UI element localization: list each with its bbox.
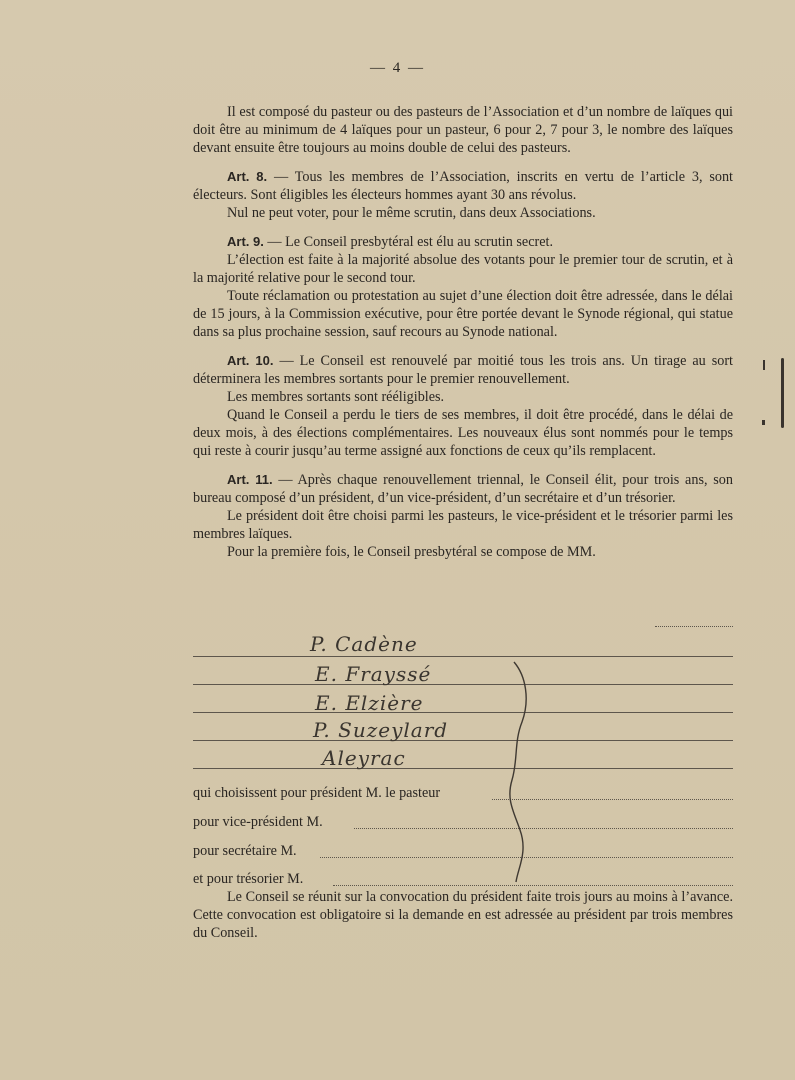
- article-10-paragraph-2: Les membres sortants sont rééligibles.: [227, 389, 445, 405]
- signature-2: E. Frayssé: [315, 662, 432, 686]
- article-11-label: Art. 11.: [227, 472, 273, 487]
- article-9-text: — Le Conseil presbytéral est élu au scrutin secret.: [263, 234, 554, 250]
- article-11-paragraph-3-text: Pour la première fois, le Conseil presbytéral se compose de MM.: [227, 544, 596, 560]
- signature-5: Aleyrac: [322, 746, 406, 770]
- secretaire-line: pour secrétaire M.: [193, 843, 297, 859]
- vice-president-line: pour vice-président M.: [193, 814, 323, 830]
- intro-paragraph: Il est composé du pasteur ou des pasteurs de l’Association et d’un nombre de laïques qui doit être au minimum de 4 laïques pour un pasteur, 6 pour 2, 7 pour 3, le nombre des laïques devant ensuite être toujours au moins double de celui des pasteurs.: [193, 104, 733, 156]
- margin-tick-2: [762, 420, 765, 425]
- article-10-label: Art. 10.: [227, 353, 274, 368]
- article-8-label: Art. 8.: [227, 169, 268, 184]
- article-8-text: — Tous les membres de l’Association, inscrits en vertu de l’article 3, sont électeurs. Sont éligibles les électeurs hommes ayant 30 ans révolus.: [193, 169, 733, 203]
- signature-3: E. Elzière: [315, 691, 424, 715]
- signature-1: P. Cadène: [310, 632, 418, 656]
- margin-tick-1: [763, 360, 765, 370]
- article-10-paragraph-3: Quand le Conseil a perdu le tiers de ses membres, il doit être procédé, dans le délai de deux mois, à des élections complémentaires. Les nouveaux élus sont nommés pour le temps qui reste à courir jusqu’au terme assigné aux fonctions de ceux qu’ils remplacent.: [193, 407, 733, 459]
- closing-paragraph: [193, 888, 733, 942]
- article-11-paragraph-2: Le président doit être choisi parmi les pasteurs, le vice-président et le trésorier parmi les membres laïques.: [193, 508, 733, 542]
- closing-text: Le Conseil se réunit sur la convocation du président faite trois jours au moins à l’avance. Cette convocation est obligatoire si la demande en est adressée au président par trois membres du Conseil.: [193, 889, 733, 941]
- signature-4: P. Suzeylard: [313, 718, 449, 742]
- article-9-paragraph-2: L’élection est faite à la majorité absolue des votants pour le premier tour de scrutin, et à la majorité relative pour le second tour.: [193, 252, 733, 286]
- article-9-paragraph-3: Toute réclamation ou protestation au sujet d’une élection doit être adressée, dans le délai de 15 jours, à la Commission exécutive, pour être portée devant le Synode régional, qui statue dans sa plus prochaine session, sauf recours au Synode national.: [193, 288, 733, 340]
- article-8-paragraph-2: Nul ne peut voter, pour le même scrutin, dans deux Associations.: [227, 205, 596, 221]
- tresorier-line: et pour trésorier M.: [193, 871, 304, 887]
- margin-mark: [781, 358, 784, 428]
- president-line: qui choisissent pour président M. le pasteur: [193, 785, 441, 801]
- page-number: — 4 —: [370, 60, 425, 76]
- article-11-text: — Après chaque renouvellement triennal, le Conseil élit, pour trois ans, son bureau composé d’un président, d’un vice-président, d’un secrétaire et d’un trésorier.: [193, 472, 733, 506]
- article-9-label: Art. 9.: [227, 234, 264, 249]
- article-10-text: — Le Conseil est renouvelé par moitié tous les trois ans. Un tirage au sort déterminera les membres sortants pour le premier renouvellement.: [193, 353, 733, 387]
